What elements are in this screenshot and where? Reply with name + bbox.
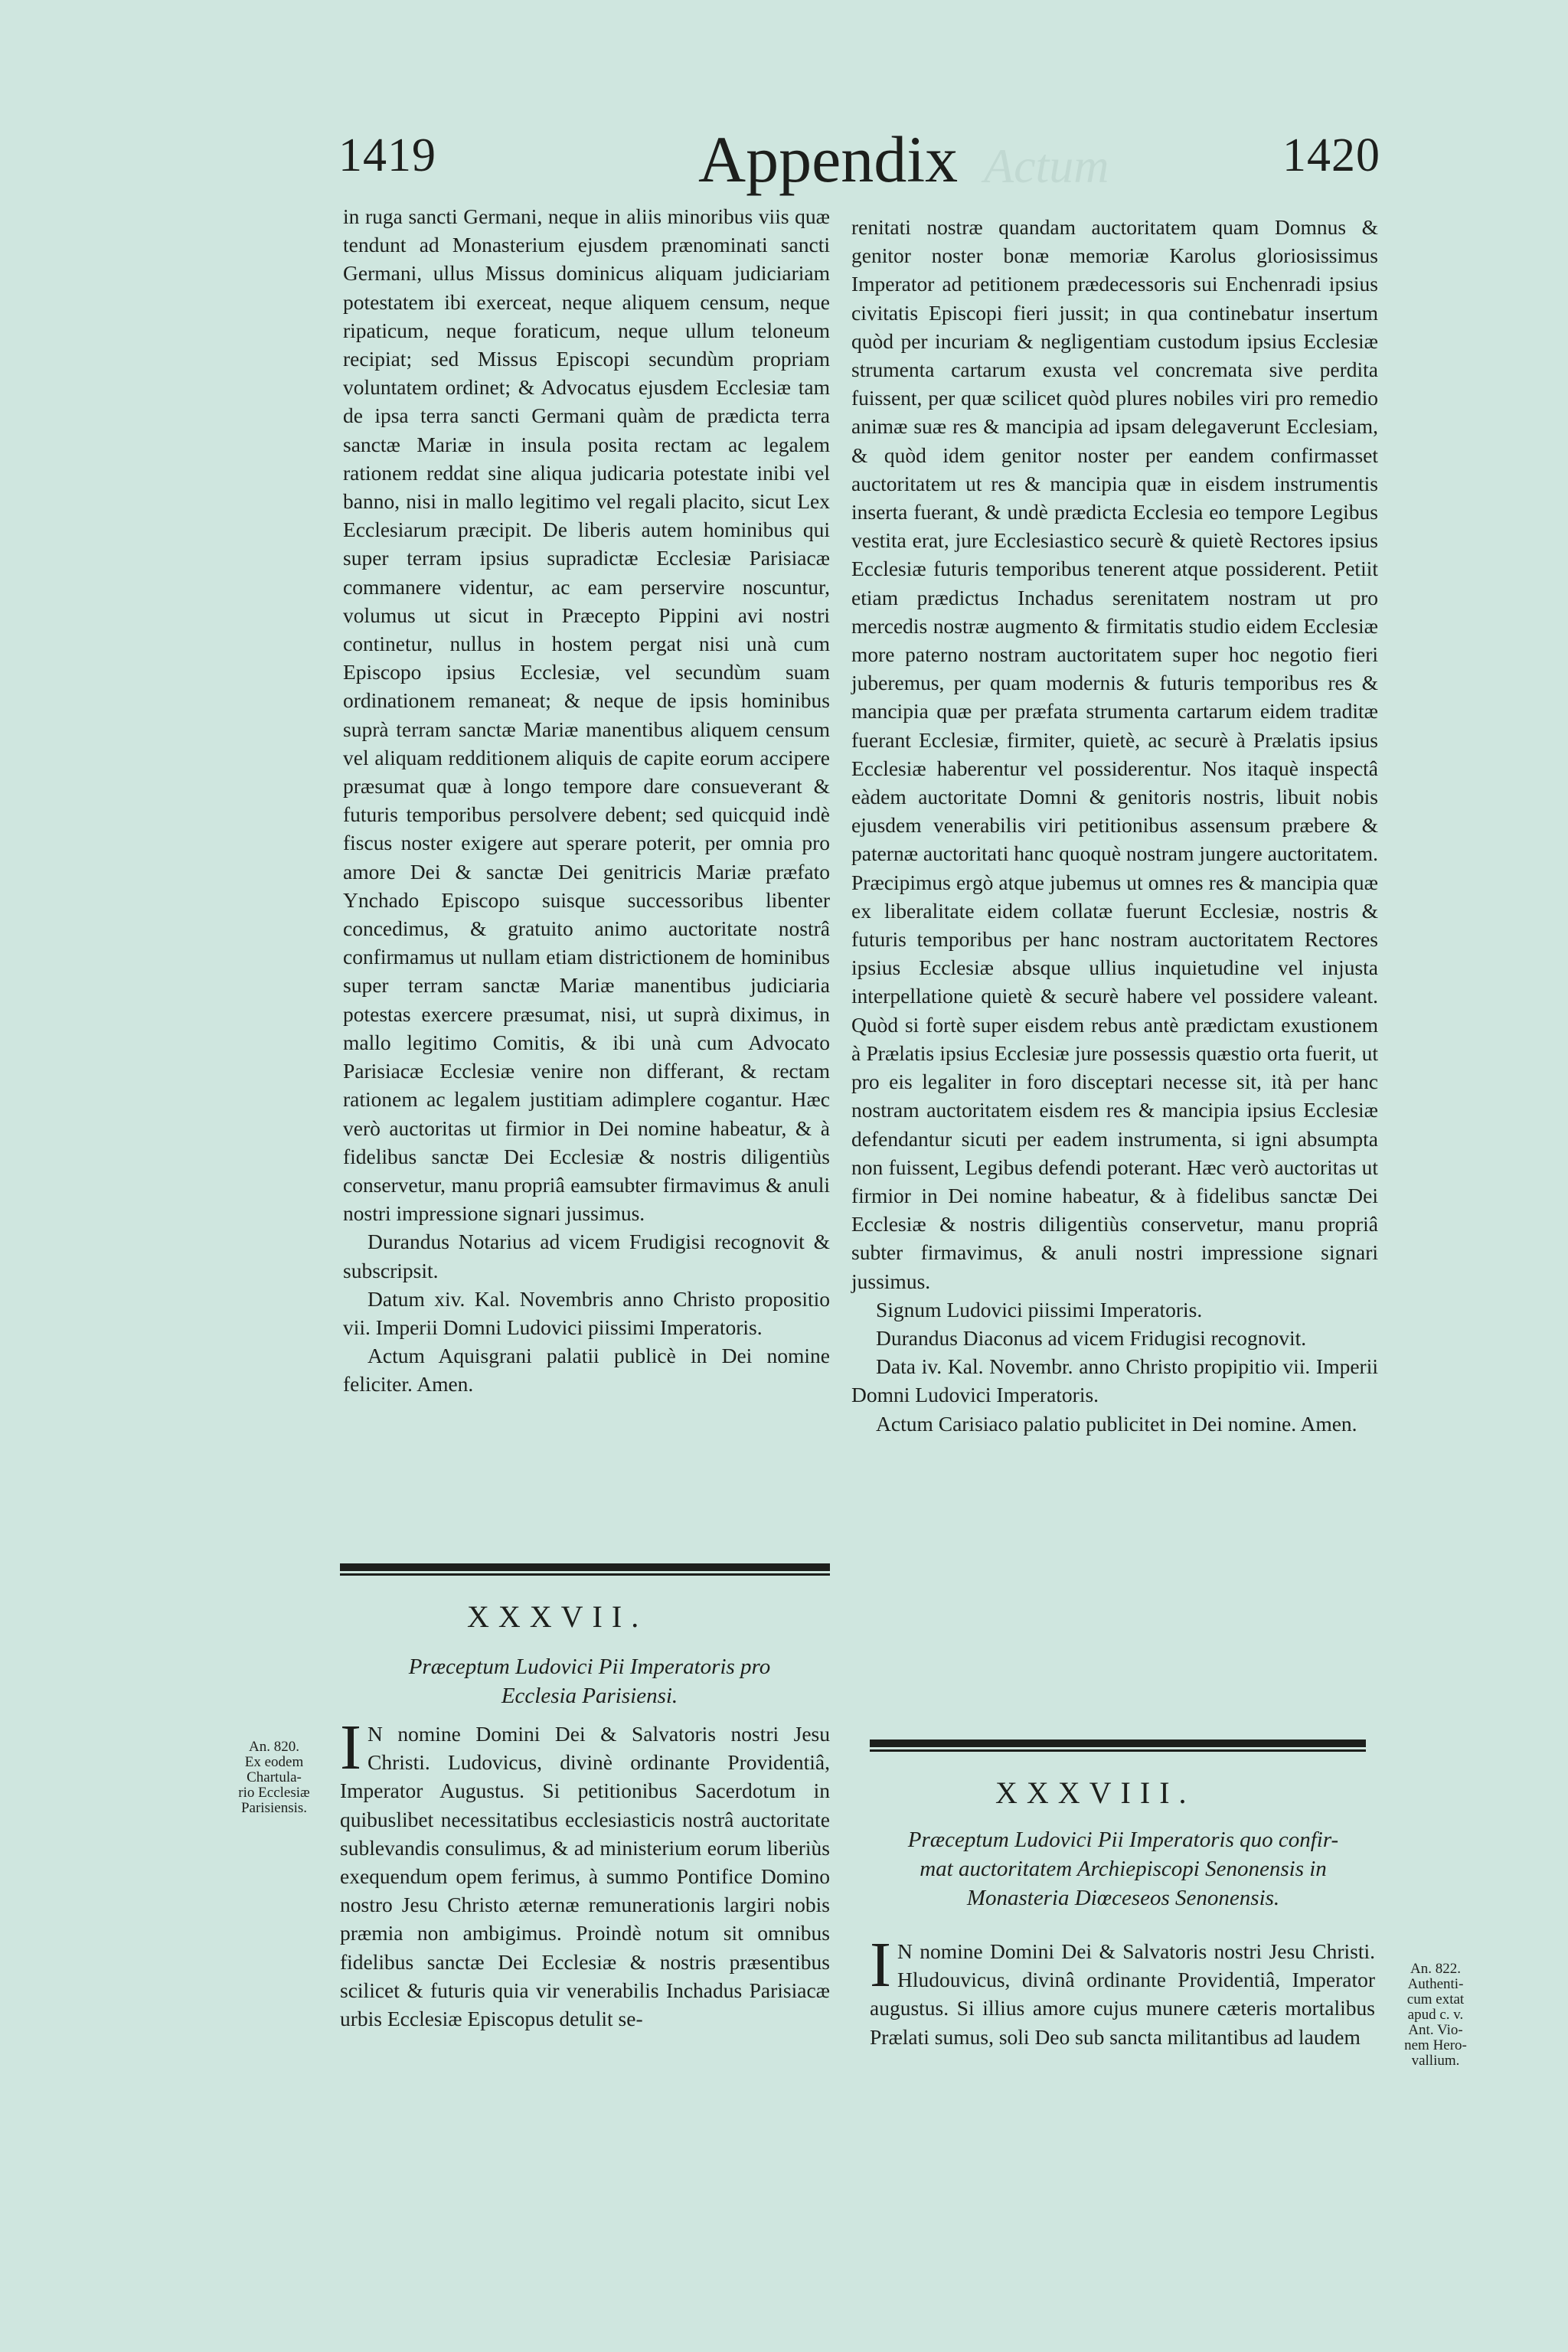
right-data-line: Data iv. Kal. Novembr. anno Christo propipitio vii. Imperii Domni Ludovici Imperatoris. [851,1354,1378,1407]
watermark-text: Actum [984,139,1109,193]
section-38-dropcap: I [870,1929,891,2001]
margin-note-line: rio Ecclesiæ [238,1785,310,1801]
right-actum-line: Actum Carisiaco palatio publicitet in Dei nomine. Amen. [876,1411,1357,1436]
section-38-rubric [861,1825,1386,1913]
section-37-numeral: XXXVII. [467,1599,648,1634]
margin-note-line: Chartula- [247,1769,302,1785]
left-main-text: in ruga sancti Germani, neque in aliis minoribus viis quæ tendunt ad Monasterium ejusdem prænominati sancti Germani, ullus Missus dominicus aliquam judiciariam potestatem ibi exerceat, neque aliquem censum, neque ripaticum, neque foraticum, neque ullum teloneum recipiat; sed Missus Episcopi secundùm propriam voluntatem ordinet; & Advocatus ejusdem Ecclesiæ tam de ipsa terra sancti Germani quàm de prædicta terra sanctæ Mariæ in insula posita rectam ac legalem rationem reddat sine aliqua judicaria potestate inibi vel banno, nisi in mallo legitimo vel regali placito, sicut Lex Ecclesiarum præcipit. De liberis autem hominibus qui super terram ipsius supradictæ Ecclesiæ Parisiacæ commanere videntur, ac eam perservire noscuntur, volumus ut sicut in Præcepto Pippini avi nostri continetur, nullus in hostem pergat nisi unà cum Episcopo ipsius Ecclesiæ, vel secundùm suam ordinationem remaneat; & neque de ipsis hominibus suprà terram sanctæ Mariæ manentibus aliquem censum vel aliquam redditionem aliquis de capite eorum accipere præsumat quæ à longo tempore dare consueverant & futuris temporibus persolvere debent; sed quicquid indè fiscus noster exigere aut sperare poterit, per omnia pro amore Dei & sanctæ Dei genitricis Mariæ præfato Ynchado Episcopo suisque successoribus libenter concedimus, & gratuito animo auctoritate nostrâ confirmamus ut nullam etiam districtionem de hominibus super terram sanctæ Mariæ manentibus judiciaria potestas exercere præsumat, nisi, ut suprà diximus, in mallo legitimo Comitis, & ibi unà cum Advocato Parisiacæ Ecclesiæ venire non differant, & rectam rationem ac legalem justitiam adimplere cogantur. Hæc verò auctoritas ut firmior in Dei nomine habeatur, & à fidelibus sanctæ Dei Ecclesiæ & nostris diligentiùs conservetur, manu propriâ eamsubter firmavimus & anuli nostri impressione signari jussimus. [343,204,830,1226]
section-rule-right [870,1740,1366,1747]
right-signum-line: Signum Ludovici piissimi Imperatoris. [876,1297,1203,1321]
left-dated-line: Datum xiv. Kal. Novembris anno Christo propositio vii. Imperii Domni Ludovici piissimi Imperatoris. [343,1286,830,1339]
margin-note-line: apud c. v. [1407,2007,1464,2023]
section-38-text: N nomine Domini Dei & Salvatoris nostri Jesu Christi. Hludouvicus, divinâ ordinante Providentiâ, Imperator augustus. Si illius amore cujus munere cæteris mortalibus Prælati sumus, soli Deo sub sancta militantibus ad laudem [870,1939,1375,2049]
margin-note-line: Parisiensis. [240,1800,308,1816]
right-column [851,213,1378,1438]
margin-note-line: Ex eodem [244,1754,304,1770]
section-38-rubric-line2: mat auctoritatem Archiepiscopi Senonensis in [920,1857,1327,1881]
page-title: Appendix [698,122,959,196]
left-actum-line: Actum Aquisgrani palatii publicè in Dei nomine feliciter. Amen. [343,1344,830,1396]
section-rule-left [340,1563,830,1571]
right-main-text: renitati nostræ quandam auctoritatem quam Domnus & genitor noster bonæ memoriæ Karolus gloriosissimus Imperator ad petitionem prædecessoris sui Enchenradi ipsius civitatis Episcopi fieri jussit; in qua continebatur insertum quòd per incuriam & negligentiam custodum ipsius Ecclesiæ strumenta cartarum exusta vel concremata sive perdita fuissent, per quæ scilicet quòd plures nobiles viri pro remedio animæ suæ res & mancipia ad ipsam delegaverunt Ecclesiam, & quòd idem genitor noster per eandem confirmasset auctoritatem ut res & mancipia quæ in eisdem instrumentis inserta fuerant, & undè prædicta Ecclesia eo tempore Legibus vestita erat, jure Ecclesiastico securè & quietè Rectores ipsius Ecclesiæ futuris temporibus tenerent atque possiderent. Petiit etiam prædictus Inchadus serenitatem nostram ut pro mercedis nostræ augmento & firmitatis studio eidem Ecclesiæ more paterno nostram auctoritatem super hoc negotio fieri juberemus, per quam modernis & futuris temporibus res & mancipia quæ per præfata strumenta cartarum eidem traditæ fuerant Ecclesiæ, firmiter, quietè, ac securè à Prælatis ipsius Ecclesiæ haberentur vel possiderentur. Nos itaquè inspectâ eàdem auctoritate Domni & genitoris nostris, libuit nobis ejusdem venerabilis viri petitionibus assensum præbere & paternæ auctoritati hanc quoquè nostram jungere auctoritatem. Præcipimus ergò atque jubemus ut omnes res & mancipia quæ ex liberalitate eidem collatæ fuerunt Ecclesiæ, nostris & futuris temporibus per hanc nostram auctoritatem Rectores ipsius Ecclesiæ absque ullius inquietudine vel injusta interpellatione quietè & securè habere vel possidere valeant. Quòd si fortè super eisdem rebus antè prædictam exustionem à Prælatis ipsius Ecclesiæ jure possessis quæstio orta fuerit, ut pro eis legaliter in foro disceptari necesse sit, ità per hanc nostram auctoritatem eisdem res & mancipia ipsius Ecclesiæ defendantur sicuti per eadem instrumenta, si igni absumpta non fuissent, Legibus defendi poterant. Hæc verò auctoritas ut firmior in Dei nomine habeatur, & à fidelibus sanctæ Dei Ecclesiæ & nostris diligentiùs conservetur, manu propriâ subter firmavimus, & anuli nostri impressione signari jussimus. [851,215,1379,1293]
right-diaconus-line: Durandus Diaconus ad vicem Fridugisi recognovit. [876,1325,1307,1350]
left-column [343,202,830,1399]
section-37-dropcap: I [340,1712,361,1783]
margin-note-line: An. 822. [1410,1961,1461,1977]
section-38-margin-note [1386,1962,1485,2069]
page-number-left: 1419 [338,129,436,181]
section-37-margin-note [214,1740,334,1816]
section-37-rubric-line2: Ecclesia Parisiensi. [501,1684,678,1708]
section-38-body [870,1929,1375,2051]
section-38-rubric-line3: Monasteria Diœceseos Senonensis. [966,1886,1280,1910]
page-number-right: 1420 [1282,129,1380,181]
margin-note-line: An. 820. [249,1739,299,1755]
margin-note-line: vallium. [1411,2053,1460,2069]
section-37-rubric-line1: Præceptum Ludovici Pii Imperatoris pro [408,1655,771,1679]
section-37-text: N nomine Domini Dei & Salvatoris nostri Jesu Christi. Ludovicus, divinè ordinante Providentiâ, Imperator Augustus. Si petitionibus Sacerdotum in quibuslibet necessitatibus ecclesiasticis nostrâ auctoritate sublevandis consulimus, & ad ministerium eorum liberiùs exequendum opem ferimus, à summo Pontifice Domino nostro Jesu Christo æternæ remunerationis largiri nobis præmia non ambigimus. Proindè notum sit omnibus fidelibus sanctæ Dei Ecclesiæ & nostris præsentibus scilicet & futuris quia vir venerabilis Inchadus Parisiacæ urbis Ecclesiæ Episcopus detulit se- [340,1722,830,2031]
section-38-numeral: XXXVIII. [995,1775,1196,1810]
left-notary-line: Durandus Notarius ad vicem Frudigisi recognovit & subscripsit. [343,1230,830,1282]
margin-note-line: Authenti- [1407,1976,1464,1992]
margin-note-line: Ant. Vio- [1408,2022,1463,2038]
section-37-body [340,1712,830,2033]
section-37-rubric [352,1652,827,1710]
section-38-rubric-line1: Præceptum Ludovici Pii Imperatoris quo confir- [907,1828,1339,1852]
margin-note-line: cum extat [1406,1991,1465,2007]
margin-note-line: nem Hero- [1404,2037,1467,2053]
